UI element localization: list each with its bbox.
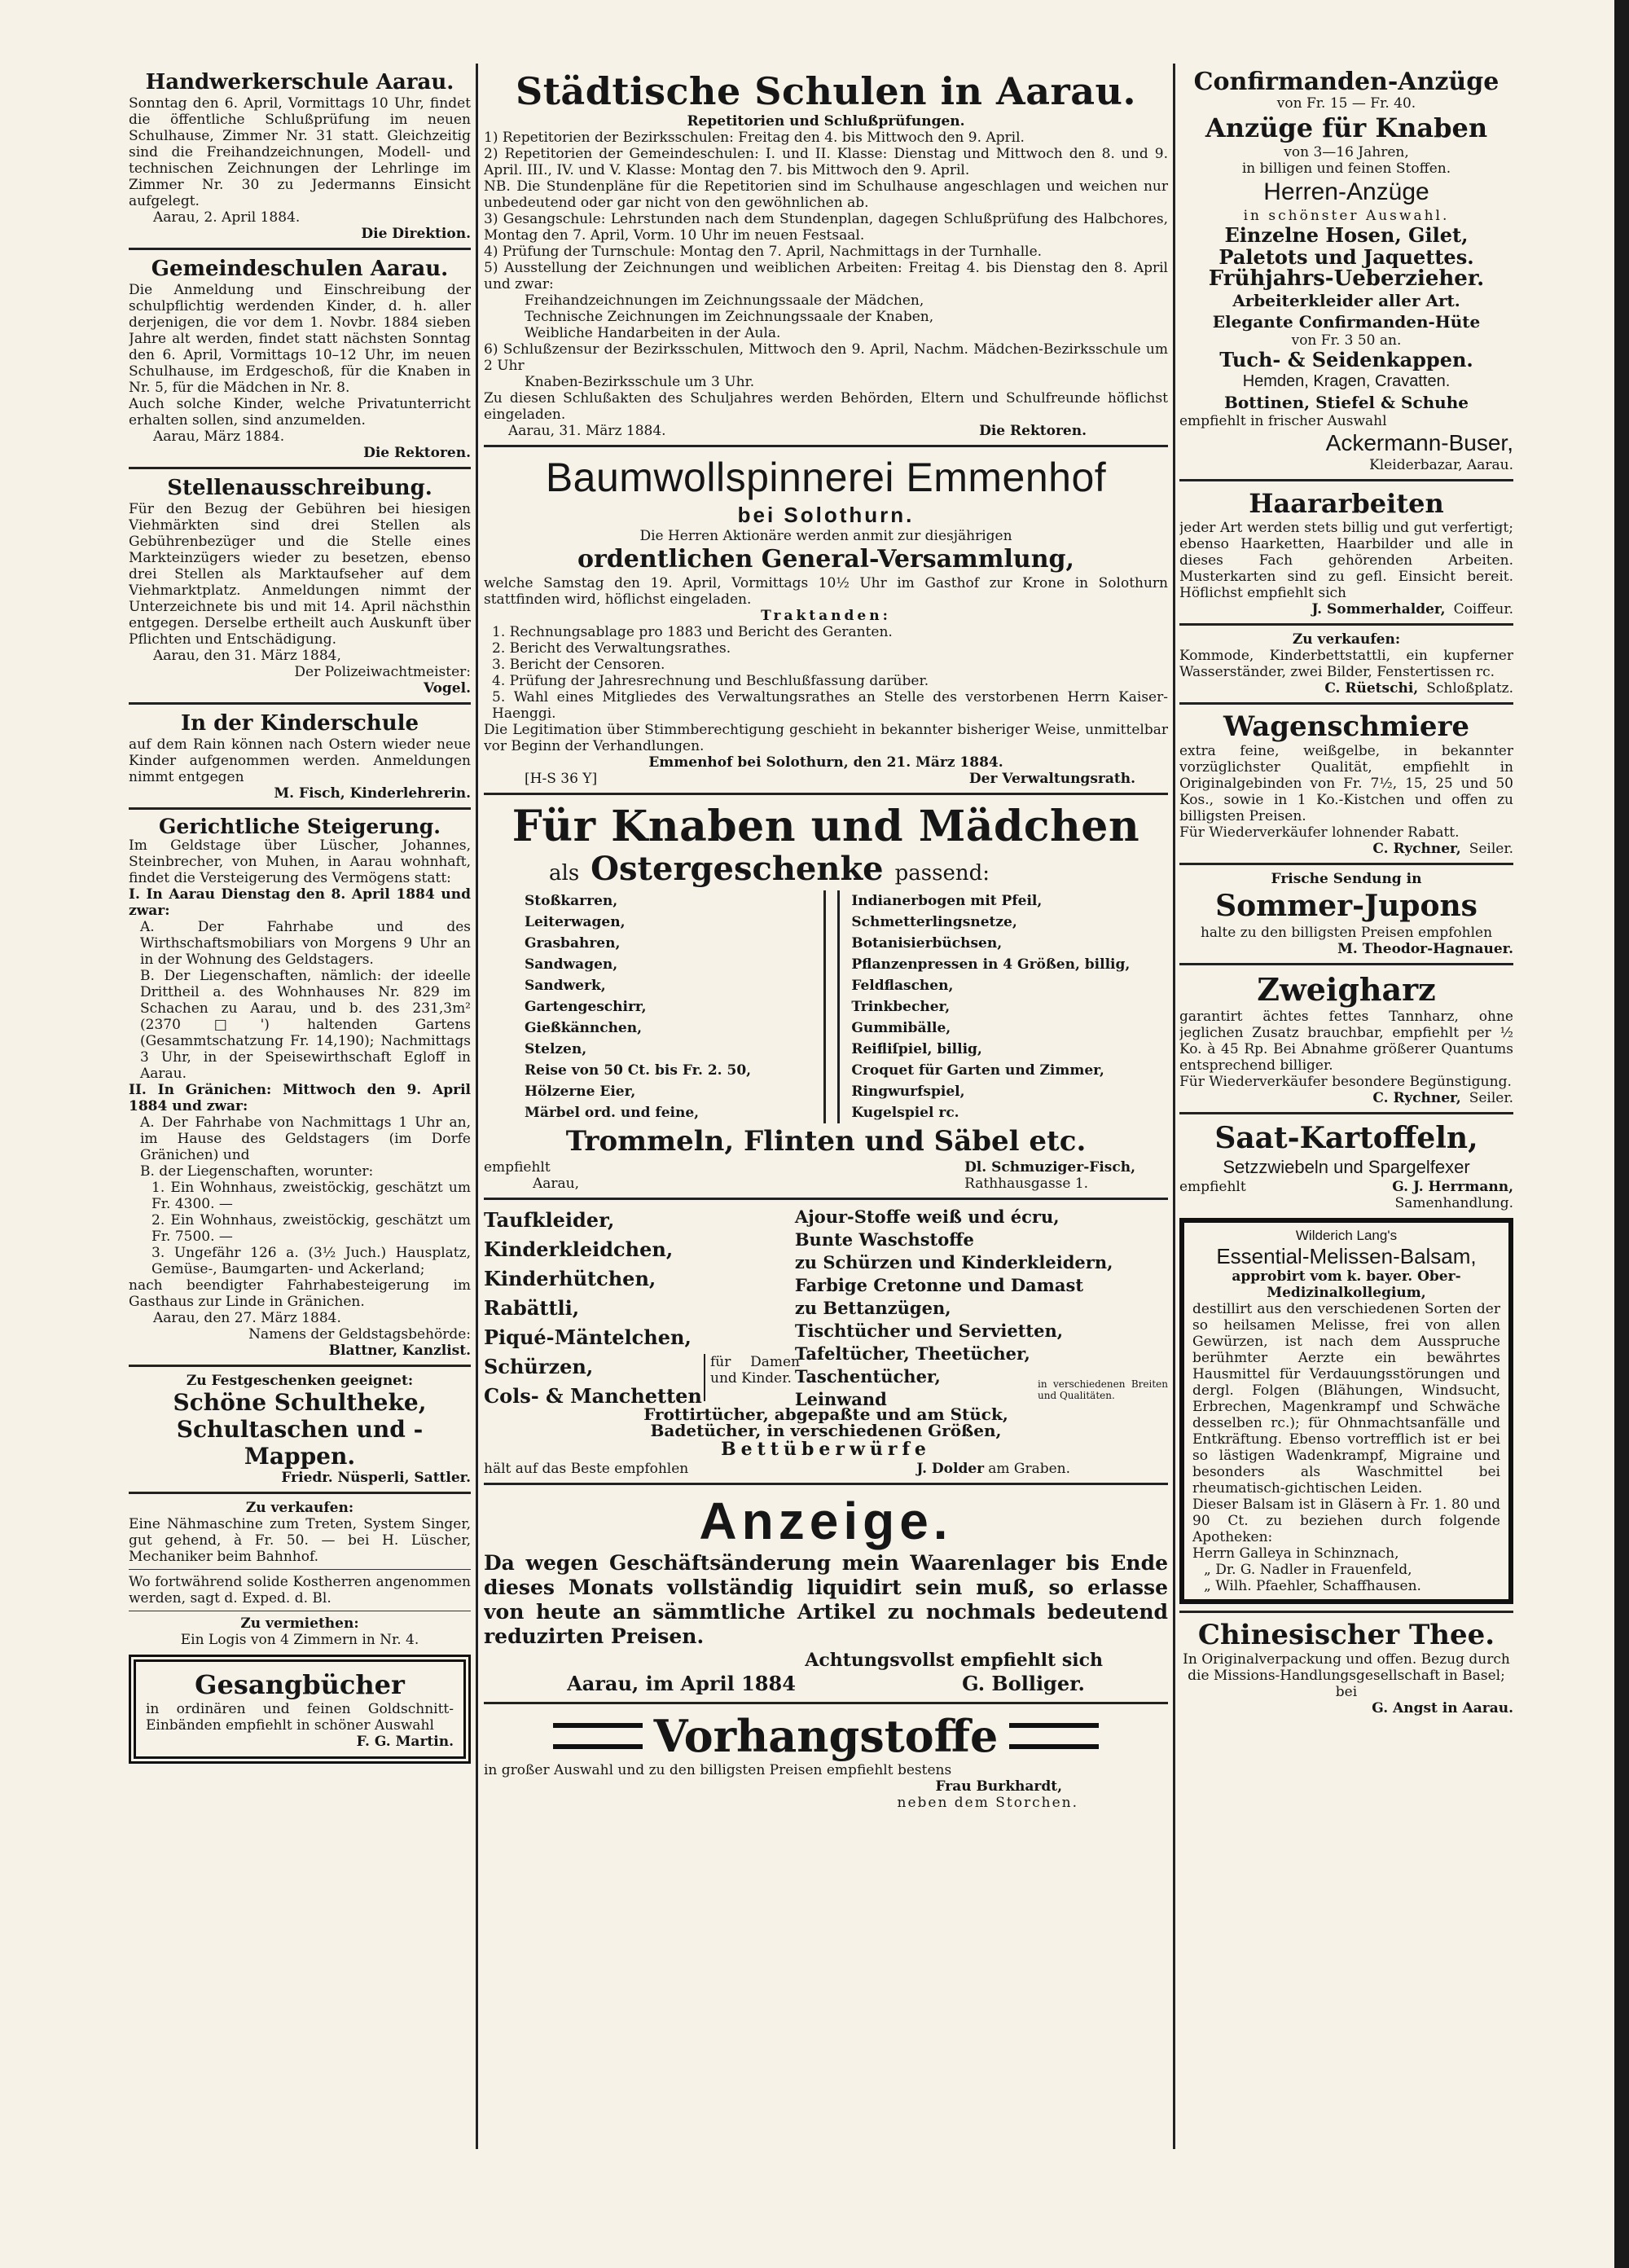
ad-zweigharz <box>1179 971 1513 1106</box>
ad-text: Aarau, <box>533 1176 580 1192</box>
ad-body: In Originalverpackung und offen. Bezug durch die Missions-Handlungsgesellschaft in Basel; bei <box>1183 1651 1510 1700</box>
ad-body: Die Legitimation über Stimmberechtigung geschieht in bekannter bisheriger Weise, unmittelbar vor Beginn der Verhandlungen. <box>484 722 1168 754</box>
ad-handwerkerschule <box>129 69 471 242</box>
agenda-list <box>484 624 1168 722</box>
list-item: zu Bettanzügen, <box>794 1298 951 1318</box>
list-item: Pflanzenpressen in 4 Größen, billig, <box>851 956 1131 973</box>
ad-signature: Dl. Schmuziger-Fisch, <box>964 1159 1135 1176</box>
column-left <box>129 69 471 1770</box>
ad-signature: G. J. Herrmann, <box>1392 1179 1513 1195</box>
ad-date: Aarau, im April 1884 <box>567 1672 796 1695</box>
ad-signature: C. Rüetschi, <box>1324 680 1419 697</box>
ad-body: Sonntag den 6. April, Vormittags 10 Uhr, findet die öffentliche Schlußprüfung im neuen Schulhause, Zimmer Nr. 31 statt. Gleichzeitig sind die Freihandzeichnungen, Modell- und technischen Zeichnungen der Lehrlinge im Zimmer Nr. 30 zu Jedermanns Einsicht aufgelegt. <box>129 95 471 209</box>
ad-gemeindeschulen <box>129 256 471 461</box>
ad-signature: Die Rektoren. <box>363 445 471 461</box>
ad-body: in ordinären und feinen Goldschnitt-Einbänden empfiehlt in schöner Auswahl <box>146 1701 454 1734</box>
ad-text: empfiehlt in frischer Auswahl <box>1179 413 1387 429</box>
list-item: Schmetterlingsnetze, <box>851 914 1017 930</box>
ad-signature-role: Namens der Geldstagsbehörde: <box>248 1326 471 1343</box>
ad-date: Aarau, 2. April 1884. <box>153 209 301 226</box>
list-item: Bunte Waschstoffe <box>794 1229 974 1250</box>
ad-body: nach beendigter Fahrhabesteigerung im Gasthaus zur Linde in Gränichen. <box>129 1277 471 1310</box>
ad-item: Weibliche Handarbeiten in der Aula. <box>525 325 781 341</box>
ad-signature: G. Bolliger. <box>962 1672 1085 1695</box>
ad-signature: Die Rektoren. <box>979 423 1087 439</box>
ad-body: auf dem Rain können nach Ostern wieder neue Kinder aufgenommen werden. Anmeldungen nimmt entgegen <box>129 736 471 785</box>
ad-text: Wilderich Lang's <box>1295 1228 1398 1243</box>
ad-signature: Der Verwaltungsrath. <box>968 771 1135 787</box>
ad-text: als <box>549 861 580 886</box>
goods-list-right <box>851 890 1168 1123</box>
ad-text: Hemden, Kragen, Cravatten. <box>1242 372 1451 390</box>
ad-address: Seiler. <box>1469 841 1513 857</box>
list-item: Ringwurfspiel, <box>851 1083 965 1100</box>
ad-title: Gemeindeschulen Aarau. <box>151 257 449 281</box>
ad-title: Haararbeiten <box>1249 488 1444 519</box>
list-item: Kinderkleidchen, <box>484 1237 674 1261</box>
list-item: Croquet für Garten und Zimmer, <box>851 1062 1104 1079</box>
list-item: Gummibälle, <box>851 1020 951 1036</box>
ad-headline: Ostergeschenke <box>591 850 884 888</box>
ad-body: Für Wiederverkäufer besondere Begünstigung. <box>1179 1074 1512 1090</box>
list-item: Farbige Cretonne und Damast <box>794 1275 1084 1295</box>
ad-signature: M. Fisch, Kinderlehrerin. <box>274 785 471 802</box>
ad-address: Kleiderbazar, Aarau. <box>1369 457 1513 473</box>
ad-text: von Fr. 3 50 an. <box>1291 332 1402 349</box>
ad-vorhangstoffe <box>484 1710 1168 1811</box>
list-item: Gießkännchen, <box>525 1020 643 1036</box>
column-rule-2 <box>1173 64 1175 2149</box>
ad-title: Chinesischer Thee. <box>1197 1619 1495 1651</box>
ad-title: Stellenausschreibung. <box>167 476 432 500</box>
ad-body: Eine Nähmaschine zum Treten, System Singer, gut gehend, à Fr. 50. — bei H. Lüscher, Mechaniker beim Bahnhof. <box>129 1516 471 1565</box>
list-item: Schürzen, <box>484 1355 594 1378</box>
ad-saat-kartoffeln <box>1179 1120 1513 1211</box>
ad-headline: Bettüberwürfe <box>721 1439 931 1460</box>
list-item: 1. Rechnungsablage pro 1883 und Bericht des Geranten. <box>492 624 893 640</box>
ad-item: A. Der Fahrhabe von Nachmittags 1 Uhr an, im Hause des Geldstagers (im Dorfe Gränichen) und <box>140 1114 471 1163</box>
ad-text: empfiehlt <box>1179 1179 1246 1195</box>
ad-headline: Einzelne Hosen, Gilet, Paletots und Jaquettes. <box>1218 223 1474 269</box>
ad-address: Rathhausgasse 1. <box>964 1176 1089 1192</box>
ad-body: Zu diesen Schlußakten des Schuljahres werden Behörden, Eltern und Schulfreunde höflichst eingeladen. <box>484 390 1168 423</box>
ad-gerichtliche-steigerung <box>129 815 471 1359</box>
ad-dolder <box>484 1206 1168 1477</box>
goods-list-left <box>484 890 812 1123</box>
ad-title: Sommer-Jupons <box>1215 889 1478 923</box>
ad-body: jeder Art werden stets billig und gut verfertigt; ebenso Haarketten, Haarbilder und alle in dieses Fach gehörenden Arbeiten. Musterkarten sind zu gefl. Einsicht bereit. Höflichst empfiehlt sich <box>1179 520 1513 601</box>
ad-title: Schöne Schultheke, Schultaschen und -Mappen. <box>173 1389 427 1470</box>
decorative-bars-right <box>1009 1723 1099 1749</box>
ad-title: Für Knaben und Mädchen <box>512 802 1140 851</box>
list-item: Tafeltücher, Theetücher, <box>794 1343 1030 1364</box>
list-item: Reifliſpiel, billig, <box>851 1041 982 1057</box>
ad-text: Bottinen, Stiefel & Schuhe <box>1224 393 1469 412</box>
ad-body: Ein Logis von 4 Zimmern in Nr. 4. <box>180 1632 419 1648</box>
ad-confirmanden <box>1179 69 1513 473</box>
ad-address: Schloßplatz. <box>1426 680 1513 697</box>
ad-address: Samenhandlung. <box>1394 1195 1513 1211</box>
column-rule-1 <box>476 64 478 2149</box>
ad-date: Aarau, den 27. März 1884. <box>153 1310 341 1326</box>
ad-signature: G. Angst in Aarau. <box>1372 1700 1513 1716</box>
ad-text: passend: <box>894 861 990 886</box>
list-item: Kugelspiel rc. <box>851 1105 959 1121</box>
ad-kostherren: Wo fortwährend solide Kostherren angenommen werden, sagt d. Exped. d. Bl. <box>129 1574 471 1606</box>
ad-date: Aarau, 31. März 1884. <box>508 423 666 439</box>
list-item: Sandwagen, <box>525 956 618 973</box>
ad-text: Elegante Confirmanden-Hüte <box>1212 312 1481 332</box>
ad-address: Coiffeur. <box>1453 601 1513 618</box>
ad-gesangbuecher <box>129 1655 471 1764</box>
ad-item: 2. Ein Wohnhaus, zweistöckig, geschätzt um Fr. 7500. — <box>151 1212 471 1245</box>
ad-staedtische-schulen <box>484 69 1168 439</box>
ad-address: Seiler. <box>1469 1090 1513 1106</box>
list-item: 2. Bericht des Verwaltungsrathes. <box>492 640 731 657</box>
ad-kinderschule <box>129 710 471 802</box>
ad-item: 5) Ausstellung der Zeichnungen und weiblichen Arbeiten: Freitag 4. bis Dienstag den 8. April und zwar: <box>484 260 1168 292</box>
ad-body: Die Anmeldung und Einschreibung der schulpflichtig werdenden Kinder, d. h. aller derjenigen, die vor dem 1. Novbr. 1884 sieben Jahre alt werden, findet statt nächsten Sonntag den 6. April, Vormittags 10–12 Uhr, im neuen Schulhause, im Erdgeschoß, für die Knaben in Nr. 5, für die Mädchen in Nr. 8. <box>129 282 471 396</box>
list-item: 5. Wahl eines Mitgliedes des Verwaltungsrathes an Stelle des verstorbenen Herrn Kaiser-Haenggi. <box>492 689 1168 722</box>
ad-item: Knaben-Bezirksschule um 3 Uhr. <box>525 374 755 390</box>
ad-text: von Fr. 15 — Fr. 40. <box>1276 95 1416 112</box>
ad-sommer-jupons <box>1179 871 1513 957</box>
list-item: Kinderhütchen, <box>484 1267 656 1290</box>
ad-body: welche Samstag den 19. April, Vormittags 10½ Uhr im Gasthof zur Krone in Solothurn stattfinden wird, höflichst eingeladen. <box>484 575 1168 608</box>
ad-item: „ Wilh. Pfaehler, Schaffhausen. <box>1204 1578 1421 1594</box>
ad-body: garantirt ächtes fettes Tannharz, ohne jeglichen Zusatz brauchbar, empfiehlt per ½ Ko. à 45 Rp. Bei Abnahme größerer Quantums entsprechend billiger. <box>1179 1009 1513 1074</box>
ad-text: approbirt vom k. bayer. Ober-Medizinalkollegium, <box>1232 1268 1461 1301</box>
ad-headline: Frühjahrs-Ueberzieher. <box>1208 266 1485 291</box>
ad-body: Im Geldstage über Lüscher, Johannes, Steinbrecher, von Muhen, in Aarau wohnhaft, findet die Versteigerung des Vermögens statt: <box>129 837 471 886</box>
ad-title: In der Kinderschule <box>180 711 419 736</box>
ad-greeting: Achtungsvollst empfiehlt sich <box>805 1650 1103 1671</box>
ad-body: Dieser Balsam ist in Gläsern à Fr. 1. 80 und 90 Ct. zu beziehen durch folgende Apotheken: <box>1192 1497 1500 1545</box>
ad-signature: F. G. Martin. <box>356 1734 454 1750</box>
ad-body: Auch solche Kinder, welche Privatunterricht erhalten sollen, sind anzumelden. <box>129 396 471 429</box>
ad-item: A. Der Fahrhabe und des Wirthschaftsmobiliars von Morgens 9 Uhr an in der Wohnung des Geldstagers. <box>140 919 471 968</box>
list-item: 4. Prüfung der Jahresrechnung und Beschlußfassung darüber. <box>492 673 929 689</box>
ad-head: Zu verkaufen: <box>1292 631 1401 648</box>
ad-wagenschmiere <box>1179 710 1513 857</box>
ad-headline: Anzüge für Knaben <box>1205 112 1488 143</box>
ad-body: Für Wiederverkäufer lohnender Rabatt. <box>1179 824 1460 841</box>
list-item: Grasbahren, <box>525 935 621 952</box>
ad-item: Technische Zeichnungen im Zeichnungssaale der Knaben, <box>525 309 934 325</box>
ad-body: Für den Bezug der Gebühren bei hiesigen Viehmärkten sind drei Stellen als Gebührenbezüger und die Stelle eines Markteinzügers wieder zu besetzen, ebenso drei Stellen als Marktaufseher auf dem Viehmarktplatz. Anmeldungen nimmt der Unterzeichnete bis und mit 14. April nächsthin entgegen. Derselbe ertheilt auch Auskunft über Pflichten und Entschädigung. <box>129 501 471 648</box>
ad-item: 2) Repetitorien der Gemeindeschulen: I. und II. Klasse: Dienstag und Mittwoch den 8. und 9. April. III., IV. und V. Klasse: Montag den 7. bis Mittwoch den 9. April. <box>484 146 1168 178</box>
list-item: Leiterwagen, <box>525 914 626 930</box>
list-item: Leinwand <box>794 1389 887 1409</box>
ad-headline: Trommeln, Flinten und Säbel etc. <box>565 1125 1087 1158</box>
list-item: zu Schürzen und Kinderkleidern, <box>794 1252 1113 1272</box>
list-item: Ajour-Stoffe weiß und écru, <box>794 1207 1060 1227</box>
ad-title: Zweigharz <box>1257 971 1436 1008</box>
scan-edge-strip <box>1614 0 1629 2268</box>
ad-body: Da wegen Geschäftsänderung mein Waarenlager bis Ende dieses Monats vollständig liquidirt sein muß, so erlasse von heute an sämmtliche Artikel zu nochmals bedeutend reduzirten Preisen. <box>484 1551 1168 1648</box>
ad-date: Aarau, den 31. März 1884, <box>153 648 341 664</box>
list-item: Cols- & Manchetten <box>484 1384 702 1408</box>
ad-item: B. der Liegenschaften, worunter: <box>140 1163 374 1180</box>
column-middle <box>484 69 1168 1811</box>
ad-body: extra feine, weißgelbe, in bekannter vorzüglichster Qualität, empfiehlt in Originalgebinden von Fr. 7½, 15, 25 und 50 Kos., sowie in 1 Ko.-Kistchen und offen zu billigsten Preisen. <box>1179 743 1513 824</box>
ad-title: Saat-Kartoffeln, <box>1214 1121 1478 1155</box>
ad-head: Zu verkaufen: <box>245 1500 354 1516</box>
ad-subtitle: Repetitorien und Schlußprüfungen. <box>687 113 965 130</box>
ad-body: Die Herren Aktionäre werden anmit zur diesjährigen <box>639 528 1012 544</box>
ad-item: Freihandzeichnungen im Zeichnungssaale der Mädchen, <box>525 292 924 309</box>
list-item: Taufkleider, <box>484 1208 615 1232</box>
ad-date: Aarau, März 1884. <box>153 429 285 445</box>
ad-address: am Graben. <box>988 1461 1070 1477</box>
ad-body: destillirt aus den verschiedenen Sorten der so heilsamen Melisse, frei von allen Gewürzen, ist nach dem Ausspruche berühmter Aerzte ein bewährtes Hausmittel für Verdauungsstörungen und dergl. Folgen (Blähungen, Windsucht, Erbrechen, Magenkrampf und Schwäche desselben rc.); für Ohnmachtsanfälle und Entkräftung. Ebenso vortrefflich ist er bei so lästigen Wadenkrampf, Migraine und besonders als Waschmittel bei rheumatisch-gichtischen Leiden. <box>1192 1301 1500 1497</box>
list-item: Reise von 50 Ct. bis Fr. 2. 50, <box>525 1062 752 1079</box>
list-item: Rabättli, <box>484 1296 580 1320</box>
ad-head: Frische Sendung in <box>1271 871 1422 887</box>
decorative-bars-left <box>553 1723 643 1749</box>
ad-item: 3) Gesangschule: Lehrstunden nach dem Stundenplan, dagegen Schlußprüfung des Halbchores, Montag den 7. April, Vorm. 10 Uhr im neuen Festsaal. <box>484 211 1168 244</box>
ad-stellenausschreibung <box>129 475 471 697</box>
list-item: Feldflaschen, <box>851 978 954 994</box>
ad-naehmaschine <box>129 1500 471 1565</box>
ad-item: 1) Repetitorien der Bezirksschulen: Freitag den 4. bis Mittwoch den 9. April. <box>484 130 1025 146</box>
ad-signature-role: Der Polizeiwachtmeister: <box>294 664 471 680</box>
ad-text: in billigen und feinen Stoffen. <box>1241 160 1451 177</box>
ad-melissen-balsam <box>1179 1218 1513 1604</box>
ad-schultheke <box>129 1373 471 1486</box>
ad-text: Arbeiterkleider aller Art. <box>1232 291 1460 310</box>
ad-signature: Vogel. <box>423 680 471 697</box>
ad-chinesischer-thee <box>1179 1619 1513 1716</box>
ad-headline: Herren-Anzüge <box>1263 178 1429 205</box>
ad-anzeige <box>484 1491 1168 1696</box>
ad-text: hält auf das Beste empfohlen <box>484 1461 689 1477</box>
ad-signature: Friedr. Nüsperli, Sattler. <box>281 1470 471 1486</box>
ad-item: Frottirtücher, abgepaßte und am Stück, <box>643 1404 1008 1424</box>
ad-text: von 3—16 Jahren, <box>1284 144 1409 160</box>
ad-item: 4) Prüfung der Turnschule: Montag den 7. April, Nachmittags in der Turnhalle. <box>484 244 1043 260</box>
ad-signature: C. Rychner, <box>1372 1090 1461 1106</box>
list-item: Sandwerk, <box>525 978 606 994</box>
ad-title: Vorhangstoffe <box>653 1710 999 1762</box>
ad-zu-verkaufen <box>1179 631 1513 697</box>
ad-logis <box>129 1615 471 1648</box>
ad-signature: Die Direktion. <box>361 226 471 242</box>
list-item: Piqué-Mäntelchen, <box>484 1325 692 1349</box>
ad-title: Anzeige. <box>699 1492 953 1550</box>
ad-signature: Blattner, Kanzlist. <box>328 1343 471 1359</box>
ad-title: Gerichtliche Steigerung. <box>159 815 441 838</box>
ad-signature: Ackermann-Buser, <box>1325 430 1513 455</box>
ad-headline: ordentlichen General-Versammlung, <box>577 545 1074 574</box>
list-item: Märbel ord. und feine, <box>525 1105 700 1121</box>
list-item: Stoßkarren, <box>525 893 618 909</box>
ad-head: Zu Festgeschenken geeignet: <box>186 1373 414 1389</box>
list-item: Hölzerne Eier, <box>525 1083 636 1100</box>
list-item: 3. Bericht der Censoren. <box>492 657 665 673</box>
ad-item: 3. Ungefähr 126 a. (3½ Juch.) Hausplatz, Gemüse-, Baumgarten- und Ackerland; <box>151 1245 471 1277</box>
ad-subtitle: bei Solothurn. <box>737 503 915 527</box>
ad-head: Zu vermiethen: <box>240 1615 359 1632</box>
ad-text: empfiehlt <box>484 1159 551 1176</box>
ad-text: für Damen und Kinder. <box>704 1354 800 1401</box>
ad-item: II. In Gränichen: Mittwoch den 9. April 1884 und zwar: <box>129 1082 471 1114</box>
ad-title: Städtische Schulen in Aarau. <box>515 69 1137 113</box>
ad-body: halte zu den billigsten Preisen empfohlen <box>1200 925 1493 941</box>
ad-ostergeschenke <box>484 801 1168 1192</box>
list-item: Gartengeschirr, <box>525 999 647 1015</box>
ad-body: Kommode, Kinderbettstattli, ein kupferner Wasserständer, zwei Bilder, Fenstertissen rc. <box>1179 648 1513 680</box>
column-right <box>1179 69 1513 1716</box>
ad-item: B. Der Liegenschaften, nämlich: der ideelle Drittheil a. des Wohnhauses Nr. 829 im Schachen zu Aarau, und b. des 231,3m² (2370□') haltenden Gartens (Gesammtschatzung Fr. 14,190); Nachmittags 3 Uhr, in der Speisewirthschaft Egloff in Aarau. <box>140 968 471 1082</box>
ad-body: in großer Auswahl und zu den billigsten Preisen empfiehlt bestens <box>484 1762 952 1778</box>
list-item: Tischtücher und Servietten, <box>794 1321 1064 1341</box>
list-item: Indianerbogen mit Pfeil, <box>851 893 1043 909</box>
ad-title: Confirmanden-Anzüge <box>1193 69 1499 96</box>
ad-place: Emmenhof bei Solothurn, den 21. März 1884. <box>648 754 1003 771</box>
ad-title: Essential-Melissen-Balsam, <box>1216 1244 1477 1268</box>
ad-text: in schönster Auswahl. <box>1243 208 1450 224</box>
ad-head: Traktanden: <box>761 608 891 624</box>
ad-item: „ Dr. G. Nadler in Frauenfeld, <box>1204 1562 1412 1578</box>
ad-signature: C. Rychner, <box>1372 841 1461 857</box>
ad-item: Badetücher, in verschiedenen Größen, <box>650 1421 1002 1440</box>
ad-title: Gesangbücher <box>195 1669 405 1700</box>
list-item: Stelzen, <box>525 1041 587 1057</box>
ad-item: 6) Schlußzensur der Bezirksschulen, Mittwoch den 9. April, Nachm. Mädchen-Bezirksschule um 2 Uhr <box>484 341 1168 374</box>
ad-text: in verschiedenen Breiten und Qualitäten. <box>1038 1378 1168 1401</box>
ad-signature: J. Sommerhalder, <box>1311 601 1446 618</box>
ad-signature: M. Theodor-Hagnauer. <box>1337 941 1513 957</box>
ad-title: Handwerkerschule Aarau. <box>145 70 454 94</box>
ad-code: [H-S 36 Y] <box>525 771 598 787</box>
ad-title: Wagenschmiere <box>1223 710 1469 743</box>
ad-haararbeiten <box>1179 487 1513 618</box>
ad-emmenhof <box>484 453 1168 787</box>
list-item: Taschentücher, <box>794 1366 941 1387</box>
ad-subtitle: Setzzwiebeln und Spargelfexer <box>1223 1157 1470 1177</box>
ad-item: I. In Aarau Dienstag den 8. April 1884 und zwar: <box>129 886 471 919</box>
list-item: Trinkbecher, <box>851 999 951 1015</box>
list-item: Botanisierbüchsen, <box>851 935 1003 952</box>
ad-title: Baumwollspinnerei Emmenhof <box>545 455 1107 500</box>
ad-signature: Frau Burkhardt, <box>935 1778 1062 1795</box>
ad-address: neben dem Storchen. <box>897 1795 1078 1811</box>
ad-headline: Tuch- & Seidenkappen. <box>1219 348 1473 371</box>
ad-signature: J. Dolder <box>916 1461 985 1477</box>
ad-note: NB. Die Stundenpläne für die Repetitorien sind im Schulhause angeschlagen und weichen nur unbedeutend oder gar nicht von den gewöhnlichen ab. <box>484 178 1168 211</box>
ad-item: 1. Ein Wohnhaus, zweistöckig, geschätzt um Fr. 4300. — <box>151 1180 471 1212</box>
ad-item: Herrn Galleya in Schinznach, <box>1192 1545 1399 1562</box>
